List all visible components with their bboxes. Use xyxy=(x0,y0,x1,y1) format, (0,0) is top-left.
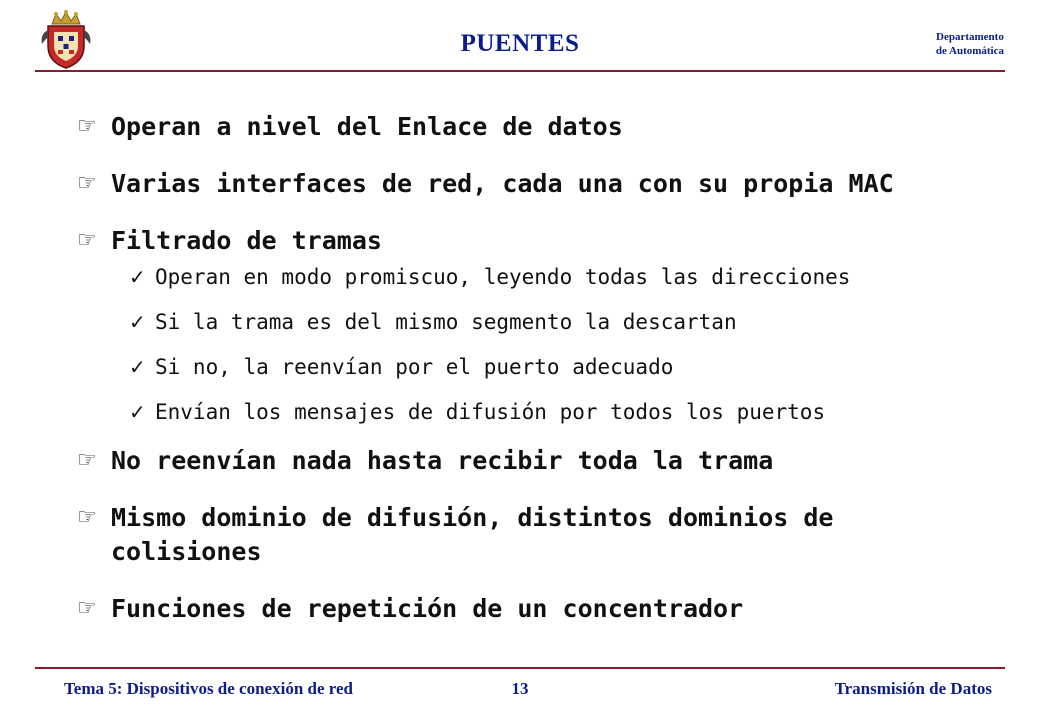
sub-item-text: Si la trama es del mismo segmento la descartan xyxy=(155,310,737,334)
list-item-1 xyxy=(75,110,975,144)
list-item-text: Filtrado de tramas xyxy=(111,226,382,255)
sub-item-text: Operan en modo promiscuo, leyendo todas las direcciones xyxy=(155,265,851,289)
list-item-6 xyxy=(75,592,975,626)
footer-topic: Tema 5: Dispositivos de conexión de red xyxy=(64,679,354,698)
footer-course: Transmisión de Datos xyxy=(834,679,992,698)
pointing-hand-icon: ☞ xyxy=(77,596,97,621)
page-title: PUENTES xyxy=(460,30,580,57)
list-item-text: Mismo dominio de difusión, distintos dominios de colisiones xyxy=(111,503,834,566)
department-line-1: Departamento xyxy=(936,31,1004,43)
sub-item-text: Si no, la reenvían por el puerto adecuado xyxy=(155,355,674,379)
check-mark-icon: ✓ xyxy=(129,355,146,379)
list-item-text: No reenvían nada hasta recibir toda la trama xyxy=(111,446,774,475)
pointing-hand-icon: ☞ xyxy=(77,228,97,253)
department-line-2: de Automática xyxy=(935,45,1004,57)
footer-divider xyxy=(35,667,1005,669)
pointing-hand-icon: ☞ xyxy=(77,114,97,139)
sub-item-1 xyxy=(129,264,975,290)
sub-item-3 xyxy=(129,354,975,380)
list-item-2 xyxy=(75,167,975,201)
list-item-3 xyxy=(75,224,975,258)
sub-item-2 xyxy=(129,309,975,335)
check-mark-icon: ✓ xyxy=(129,400,146,424)
bullet-list xyxy=(75,110,975,649)
page-number: 13 xyxy=(511,679,529,698)
pointing-hand-icon: ☞ xyxy=(77,448,97,473)
list-item-text: Varias interfaces de red, cada una con su propia MAC xyxy=(111,169,894,198)
header-divider xyxy=(35,70,1005,72)
list-item-text: Funciones de repetición de un concentrador xyxy=(111,594,744,623)
pointing-hand-icon: ☞ xyxy=(77,171,97,196)
sub-list xyxy=(129,264,975,425)
check-mark-icon: ✓ xyxy=(129,265,146,289)
list-item-4 xyxy=(75,444,975,478)
list-item-5 xyxy=(75,501,975,569)
pointing-hand-icon: ☞ xyxy=(77,505,97,530)
sub-item-text: Envían los mensajes de difusión por todos los puertos xyxy=(155,400,826,424)
department-label xyxy=(936,30,1004,58)
sub-item-4 xyxy=(129,399,975,425)
check-mark-icon: ✓ xyxy=(129,310,146,334)
list-item-text: Operan a nivel del Enlace de datos xyxy=(111,112,623,141)
